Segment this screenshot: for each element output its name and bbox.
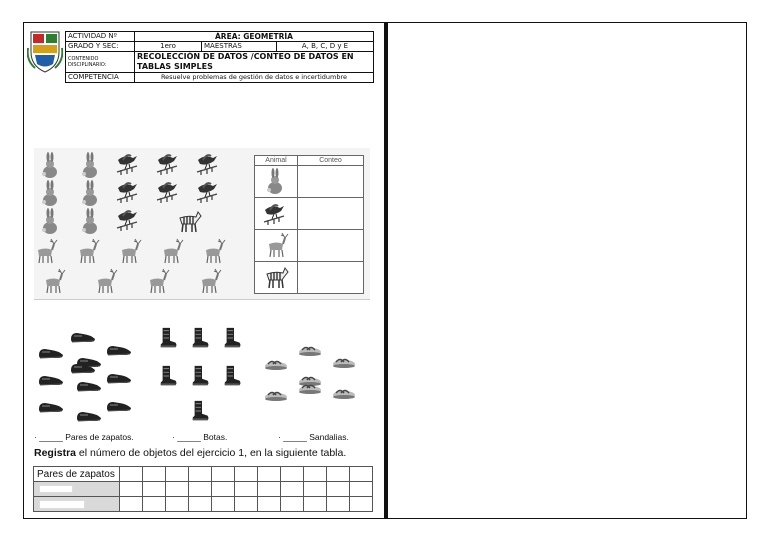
sandal-icon — [330, 383, 360, 403]
header-table — [65, 31, 374, 83]
deer-icon — [263, 232, 289, 258]
shoe-icon — [104, 340, 134, 360]
shoe-icon — [74, 376, 104, 396]
bird-count-cell[interactable] — [298, 198, 364, 230]
deer-count-cell[interactable] — [298, 230, 364, 262]
animal-count-table — [254, 155, 364, 294]
boot-icon — [158, 325, 182, 351]
contenido-value: RECOLECCIÓN DE DATOS /CONTEO DE DATOS EN TABLAS SIMPLES — [135, 52, 374, 73]
shoe-icon — [36, 343, 66, 363]
deer-icon — [32, 238, 58, 264]
blank-right-page — [388, 23, 746, 518]
boot-icon — [222, 325, 246, 351]
boot-icon — [222, 363, 246, 389]
maestras-label: MAESTRAS — [202, 42, 277, 52]
bird-icon — [261, 200, 289, 226]
shoes-label: · _____ Pares de zapatos. — [34, 432, 134, 442]
boot-icon — [158, 363, 182, 389]
table-deer-cell — [255, 230, 298, 262]
record-row-label — [34, 482, 120, 497]
count-column-header: Conteo — [298, 156, 364, 166]
deer-icon — [196, 268, 222, 294]
rabbit-icon — [78, 180, 104, 206]
rabbit-icon — [78, 208, 104, 234]
grado-value: 1ero — [135, 42, 202, 52]
bird-icon — [155, 150, 181, 176]
bird-icon — [115, 150, 141, 176]
competencia-value: Resuelve problemas de gestión de datos e incertidumbre — [135, 73, 374, 83]
deer-icon — [200, 238, 226, 264]
rabbit-count-cell[interactable] — [298, 166, 364, 198]
record-table-header: Pares de zapatos — [34, 467, 120, 482]
deer-icon — [74, 238, 100, 264]
boot-icon — [190, 363, 214, 389]
deer-icon — [158, 238, 184, 264]
animals-panel-rule — [34, 299, 370, 300]
table-rabbit-cell — [255, 166, 298, 198]
rabbit-icon — [263, 168, 289, 194]
zebra-icon — [261, 264, 291, 290]
bird-icon — [115, 206, 141, 232]
record-table — [33, 466, 373, 512]
deer-icon — [144, 268, 170, 294]
competencia-label: COMPETENCIA — [66, 73, 135, 83]
shoe-icon — [74, 406, 104, 426]
deer-icon — [116, 238, 142, 264]
sandals-label: · _____ Sandalias. — [278, 432, 349, 442]
record-row-label — [34, 497, 120, 512]
table-zebra-cell — [255, 262, 298, 294]
boot-icon — [190, 325, 214, 351]
shoe-icon — [36, 370, 66, 390]
zebra-icon — [176, 208, 202, 234]
deer-icon — [40, 268, 66, 294]
contenido-label: CONTENIDO DISCIPLINARIO: — [66, 52, 135, 73]
rabbit-icon — [38, 152, 64, 178]
sections-value: A, B, C, D y E — [277, 42, 374, 52]
shoe-icon — [104, 396, 134, 416]
area-title: ÁREA: GEOMETRÍA — [135, 32, 374, 42]
boot-icon — [190, 398, 214, 424]
actividad-label: ACTIVIDAD Nº — [66, 32, 135, 42]
bird-icon — [115, 178, 141, 204]
bird-icon — [195, 150, 221, 176]
deer-icon — [92, 268, 118, 294]
animal-column-header: Animal — [255, 156, 298, 166]
sandal-icon — [262, 385, 292, 405]
shoe-icon — [68, 358, 98, 378]
sandal-icon — [330, 352, 360, 372]
sandal-icon — [262, 354, 292, 374]
bird-icon — [155, 178, 181, 204]
shoe-icon — [104, 368, 134, 388]
bird-icon — [195, 178, 221, 204]
grado-label: GRADO Y SEC: — [66, 42, 135, 52]
boots-label: · _____ Botas. — [172, 432, 228, 442]
rabbit-icon — [38, 208, 64, 234]
school-crest-logo — [27, 28, 63, 74]
shoe-icon — [68, 327, 98, 347]
rabbit-icon — [78, 152, 104, 178]
sandal-icon — [296, 340, 326, 360]
rabbit-icon — [38, 180, 64, 206]
instruction-text: Registra el número de objetos del ejercicio 1, en la siguiente tabla. — [34, 447, 347, 459]
sandal-icon — [296, 378, 326, 398]
shoe-icon — [36, 397, 66, 417]
zebra-count-cell[interactable] — [298, 262, 364, 294]
table-bird-cell — [255, 198, 298, 230]
